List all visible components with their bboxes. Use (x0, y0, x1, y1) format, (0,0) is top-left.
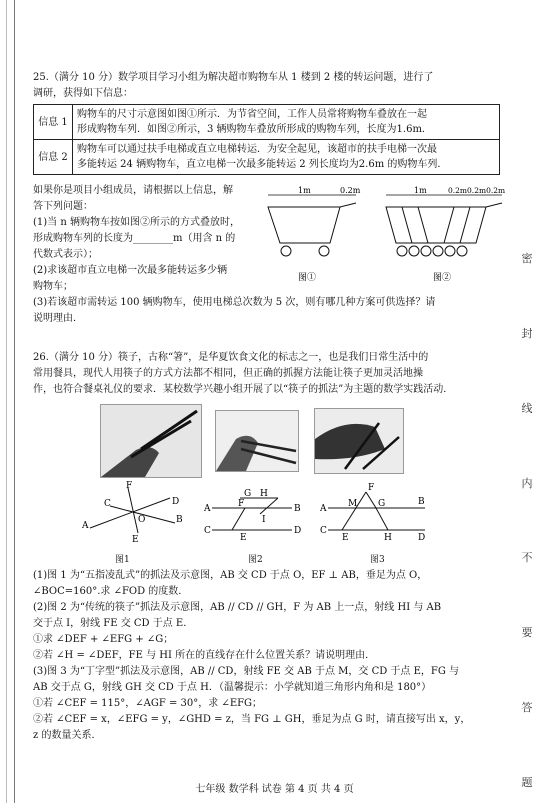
page-footer: 七年级 数学科 试卷 第 4 页 共 4 页 (195, 784, 354, 795)
q26-line-7: (3)图 3 为“丁字型”抓法及示意图，AB // CD，射线 FE 交 AB 于点 M，交 CD 于点 E，FG 与 (33, 666, 459, 677)
binding-char: 答 (521, 701, 533, 715)
point-f: F (368, 483, 375, 493)
caption-fig2: 图2 (248, 555, 263, 565)
point-d: D (172, 497, 180, 507)
geometry-figures (80, 478, 430, 550)
point-a: A (204, 504, 211, 514)
q26-line-5: ①求 ∠DEF + ∠EFG + ∠G； (33, 634, 174, 645)
geometry-figure-2 (203, 489, 301, 543)
binding-char: 线 (521, 401, 533, 415)
q26-line-6: ②若 ∠H = ∠DEF，FE 与 HI 所在的直线存在什么位置关系？请说明理由． (33, 650, 376, 661)
info-row-1 (34, 105, 500, 140)
q26-line-1: (1)图 1 为“五指凌乱式”的抓法及示意图，AB 交 CD 于点 O，EF ⊥ AB，垂足为点 O， (33, 570, 428, 581)
ray-fe (342, 492, 366, 530)
q26-intro-3: 作，也符合餐桌礼仪的要求．某校数学兴趣小组开展了以“筷子的抓法”为主题的数学实践活动． (33, 384, 454, 395)
cart-handle (340, 203, 356, 207)
q25-line-4: 形成购物车列的长度为________m（用含 n 的 (33, 233, 236, 244)
point-d: D (294, 526, 302, 536)
point-e: E (240, 533, 247, 543)
cart-wheel (445, 246, 455, 256)
ray-gh (376, 508, 388, 530)
point-g: G (244, 489, 252, 499)
binding-edge (6, 0, 7, 803)
point-f: F (238, 499, 245, 509)
q26-line-10: ②若 ∠CEF = x，∠EFG = y，∠GHD = z，当 FG ⊥ GH，垂足为点 G 时，请直接写出 x，y， (33, 714, 471, 725)
fig1-caption: 图① (298, 273, 317, 283)
line-fg (366, 492, 376, 508)
fig1-dim-1m: 1m (298, 186, 311, 195)
info-row-2 (34, 140, 500, 175)
fig2-dim-02m: 0.2m0.2m0.2m (448, 186, 506, 195)
point-c: C (104, 499, 111, 509)
cart-wheel (457, 246, 467, 256)
q25-line-6: (2)求该超市直立电梯一次最多能转运多少辆 (33, 265, 228, 276)
q25-line-3: (1)当 n 辆购物车按如图②所示的方式叠放时， (33, 217, 240, 228)
cart-figures (258, 185, 508, 287)
cart-wheel (319, 246, 329, 256)
cart-wheel (409, 246, 419, 256)
q26-line-11: z 的数量关系． (33, 730, 102, 741)
fig1-dim-02m: 0.2m (340, 186, 361, 195)
binding-char: 封 (521, 326, 533, 340)
q25-intro-2: 调研，获得如下信息： (33, 88, 133, 99)
point-a: A (320, 504, 327, 514)
binding-char: 内 (521, 476, 533, 490)
q25-line-7: 购物车； (33, 281, 73, 292)
q26-intro-2: 常用餐具，现代人用筷子的方式方法都不相同，但正确的抓握方法能让筷子更加灵活地操 (33, 368, 423, 379)
point-b: B (294, 504, 301, 514)
cart-basket (402, 207, 470, 243)
cart-figure-2 (386, 186, 505, 283)
geometry-figure-1 (81, 481, 183, 545)
q25-line-2: 答下列问题： (33, 201, 93, 212)
info-table (33, 104, 500, 175)
binding-notice (519, 250, 535, 790)
q26-line-4: 交于点 I，射线 FE 交 CD 于点 E． (33, 618, 194, 629)
q26-line-8: AB 交于点 G，射线 GH 交 CD 于点 H．（温馨提示：小学就知道三角形内角和是 180°） (33, 682, 432, 693)
info-label-2: 信息 2 (34, 140, 73, 175)
q25-q3-1: (3)若该超市需转运 100 辆购物车，使用电梯总次数为 5 次，则有哪几种方案可供选择？请 (33, 297, 436, 308)
info-1-line2: 形成购物车列．如图②所示，3 辆购物车叠放所形成的购物车列，长度为1.6m． (77, 124, 432, 135)
chopsticks-photo-2 (215, 410, 299, 472)
point-e: E (342, 533, 349, 543)
cart-wheel (281, 246, 291, 256)
q26-line-2: ∠BOC=160°.求 ∠FOD 的度数． (33, 586, 189, 597)
info-label-1: 信息 1 (34, 105, 73, 140)
point-h: H (260, 489, 268, 499)
q25-line-5: 代数式表示）； (33, 249, 98, 260)
point-d: D (418, 533, 426, 543)
chopsticks-photo-1 (100, 404, 202, 478)
cart-wheel (433, 246, 443, 256)
q25-intro-1: 25.（满分 10 分）数学项目学习小组为解决超市购物车从 1 楼到 2 楼的转运问题，进行了 (33, 72, 434, 83)
cart-wheel (421, 246, 431, 256)
q25-q3-2: 说明理由． (33, 313, 83, 324)
q25-line-1: 如果你是项目小组成员，请根据以上信息，解 (33, 185, 233, 196)
cart-wheel (397, 246, 407, 256)
point-c: C (204, 526, 211, 536)
line-ab (90, 498, 170, 528)
ray-fe (232, 508, 245, 530)
q26-intro-1: 26.（满分 10 分）筷子，古称“箸”，是华夏饮食文化的标志之一，也是我们日常生活中的 (33, 352, 429, 363)
info-2-line2: 多能转运 24 辆购物车，直立电梯一次最多能转运 2 列长度均为2.6m 的购物车列． (77, 159, 448, 170)
fig2-caption: 图② (433, 273, 452, 283)
point-g: G (378, 499, 386, 509)
ray-hi (260, 498, 278, 514)
binding-char: 密 (521, 252, 533, 265)
caption-fig3: 图3 (370, 555, 385, 565)
point-c: C (320, 526, 327, 536)
binding-char: 题 (521, 775, 533, 789)
point-f: F (126, 481, 133, 491)
cart-handle (486, 203, 502, 207)
info-text-1 (73, 105, 500, 140)
chopsticks-photo-3 (314, 408, 404, 474)
caption-fig1: 图1 (115, 555, 130, 565)
binding-line (14, 0, 15, 803)
info-1-line1: 购物车的尺寸示意图如图①所示．为节省空间，工作人员常将购物车叠放在一起 (77, 109, 427, 120)
point-e: E (132, 535, 139, 545)
info-text-2 (73, 140, 500, 175)
point-h: H (384, 533, 392, 543)
point-a: A (82, 521, 89, 531)
q26-line-3: (2)图 2 为“传统的筷子”抓法及示意图，AB // CD // GH，F 为 AB 上一点，射线 HI 与 AB (33, 602, 442, 613)
cart-figure-1 (268, 186, 361, 283)
binding-char: 要 (521, 626, 533, 640)
info-2-line1: 购物车可以通过扶手电梯或直立电梯转运．为安全起见，该超市的扶手电梯一次最 (77, 144, 437, 155)
fig2-dim-1m: 1m (414, 186, 427, 195)
point-i: I (262, 515, 266, 525)
q26-line-9: ①若 ∠CEF = 115°，∠AGF = 30°，求 ∠EFG； (33, 698, 263, 709)
binding-char: 不 (521, 551, 533, 565)
point-m: M (348, 499, 358, 509)
point-o: O (138, 515, 146, 525)
geometry-figure-3 (319, 483, 425, 543)
cart-basket (268, 207, 340, 243)
point-b: B (418, 497, 425, 507)
point-b: B (176, 515, 183, 525)
